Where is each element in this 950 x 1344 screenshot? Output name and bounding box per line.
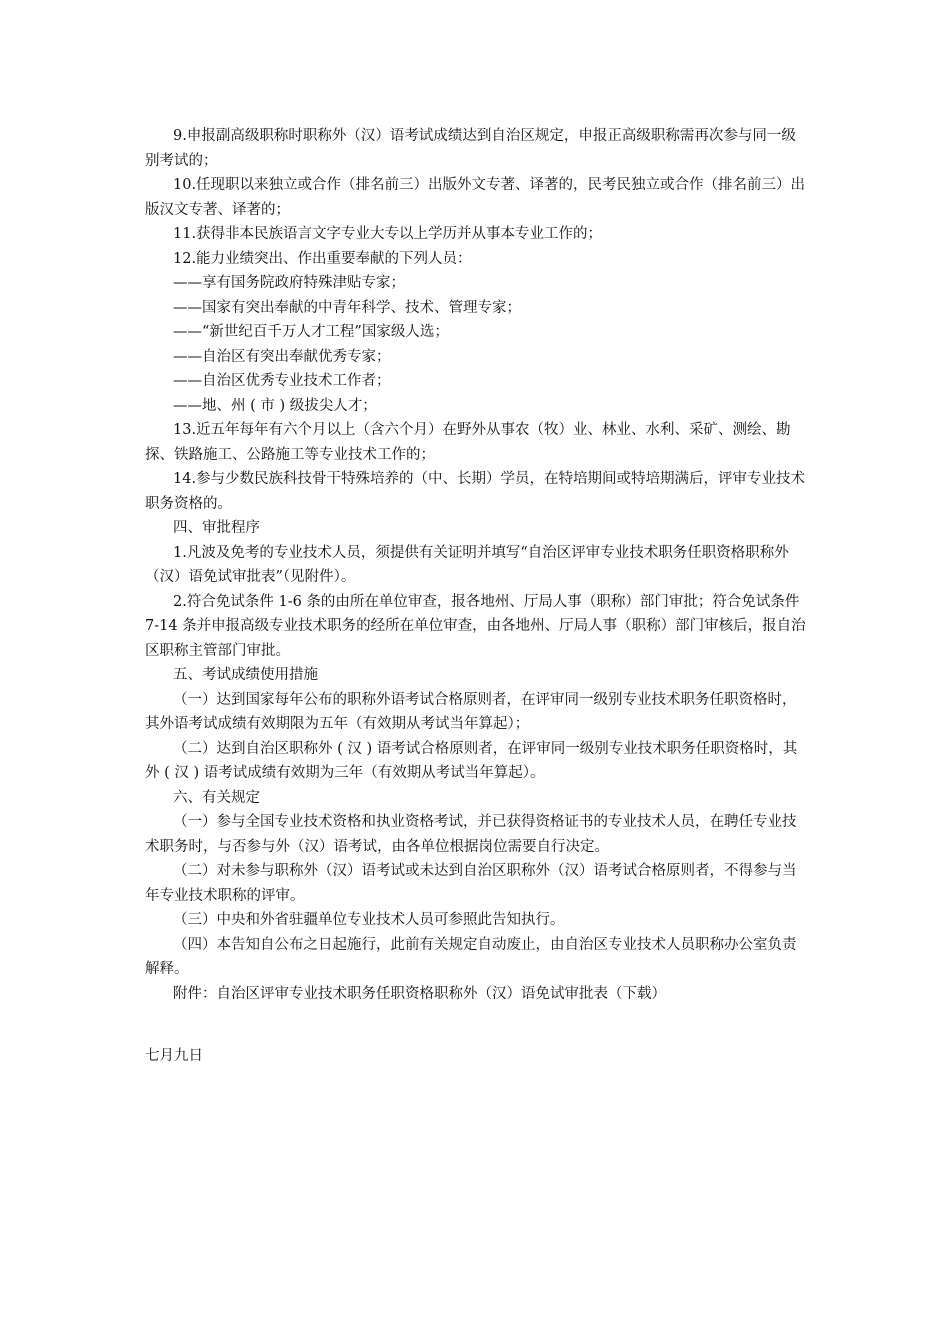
paragraph-item-12: 12.能力业绩突出、作出重要奉献的下列人员： xyxy=(173,250,472,267)
document-date: 七月九日 xyxy=(145,1048,203,1064)
paragraph-subitem-talent-project: ——“新世纪百千万人才工程”国家级人选； xyxy=(173,324,449,340)
paragraph-approval-2: 2.符合免试条件 1-6 条的由所在单位审查，报各地州、厅局人事（职称）部门审批；符合免试条件 7-14 条并申报高级专业技术职务的经所在单位审查，由各地州、厅局人事（职称）部门审核后，报自治区职称主管部门审批。 xyxy=(145,593,806,659)
paragraph-item-10: 10.任现职以来独立或合作（排名前三）出版外文专著、译著的，民考民独立或合作（排名前三）出版汉文专著、译著的； xyxy=(145,177,806,218)
paragraph-subitem-region-experts: ——自治区有突出奉献优秀专家； xyxy=(173,348,391,365)
paragraph-score-usage-1: （一）达到国家每年公布的职称外语考试合格原则者，在评审同一级别专业技术职务任职资格时，其外语考试成绩有效期限为五年（有效期从考试当年算起）； xyxy=(145,691,797,732)
paragraph-item-9: 9.申报副高级职称时职称外（汉）语考试成绩达到自治区规定，申报正高级职称需再次参与同一级别考试的； xyxy=(145,128,796,169)
section-heading-approval: 四、审批程序 xyxy=(173,520,260,536)
paragraph-subitem-prefecture-talent: ——地、州 ( 市 ) 级拔尖人才； xyxy=(173,397,377,414)
paragraph-subitem-region-workers: ——自治区优秀专业技术工作者； xyxy=(173,373,391,389)
section-heading-score-usage: 五、考试成绩使用措施 xyxy=(173,667,318,683)
paragraph-item-11: 11.获得非本民族语言文字专业大专以上学历并从事本专业工作的； xyxy=(173,226,603,242)
paragraph-regulation-3: （三）中央和外省驻疆单位专业技术人员可参照此告知执行。 xyxy=(173,912,565,928)
paragraph-item-14: 14.参与少数民族科技骨干特殊培养的（中、长期）学员，在特培期间或特培期满后，评审专业技术职务资格的。 xyxy=(145,471,806,512)
paragraph-subitem-national-experts: ——国家有突出奉献的中青年科学、技术、管理专家； xyxy=(173,299,521,316)
document-body xyxy=(145,124,810,1006)
paragraph-approval-1: 1.凡波及免考的专业技术人员，须提供有关证明并填写“自治区评审专业技术职务任职资格职称外（汉）语免试审批表”（见附件）。 xyxy=(145,544,789,585)
paragraph-regulation-4: （四）本告知自公布之日起施行，此前有关规定自动废止，由自治区专业技术人员职称办公室负责解释。 xyxy=(145,936,797,977)
paragraph-subitem-state-council: ——享有国务院政府特殊津贴专家； xyxy=(173,275,405,291)
paragraph-score-usage-2: （二）达到自治区职称外 ( 汉 ) 语考试合格原则者，在评审同一级别专业技术职务任职资格时，其外 ( 汉 ) 语考试成绩有效期为三年（有效期从考试当年算起）。 xyxy=(145,740,798,781)
paragraph-regulation-1: （一）参与全国专业技术资格和执业资格考试，并已获得资格证书的专业技术人员，在聘任专业技术职务时，与否参与外（汉）语考试，由各单位根据岗位需要自行决定。 xyxy=(145,814,797,855)
section-heading-regulations: 六、有关规定 xyxy=(173,789,260,806)
paragraph-regulation-2: （二）对未参与职称外（汉）语考试或未达到自治区职称外（汉）语考试合格原则者，不得参与当年专业技术职称的评审。 xyxy=(145,863,797,904)
attachment-line: 附件：自治区评审专业技术职务任职资格职称外（汉）语免试审批表（下载） xyxy=(173,985,666,1002)
paragraph-item-13: 13.近五年每年有六个月以上（含六个月）在野外从事农（牧）业、林业、水利、采矿、测绘、勘探、铁路施工、公路施工等专业技术工作的； xyxy=(145,422,791,463)
